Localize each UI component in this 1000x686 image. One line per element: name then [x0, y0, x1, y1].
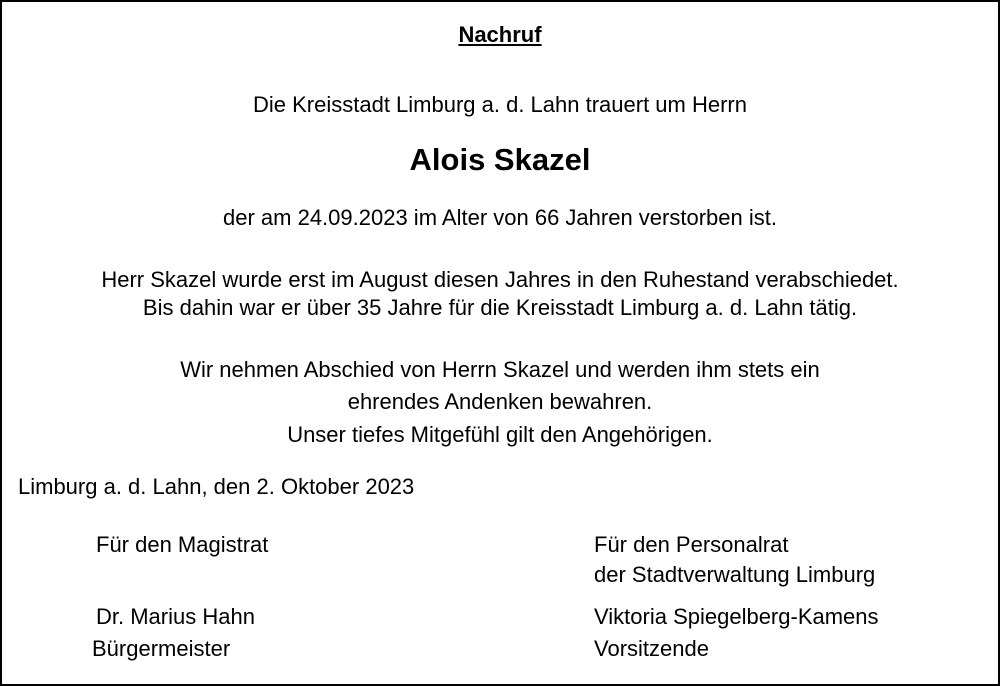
place-date: Limburg a. d. Lahn, den 2. Oktober 2023 — [18, 474, 415, 499]
left-signatory-title: Bürgermeister — [92, 636, 231, 661]
condolence-line: Unser tiefes Mitgefühl gilt den Angehörigen. — [287, 422, 713, 447]
farewell-line-2: ehrendes Andenken bewahren. — [347, 389, 653, 414]
farewell-line-1: Wir nehmen Abschied von Herrn Skazel und werden ihm stets ein — [180, 357, 820, 382]
right-signatory-name: Viktoria Spiegelberg-Kamens — [594, 604, 879, 629]
retirement-line: Herr Skazel wurde erst im August diesen Jahres in den Ruhestand verabschiedet. — [101, 267, 899, 292]
death-line: der am 24.09.2023 im Alter von 66 Jahren verstorben ist. — [223, 205, 777, 230]
right-for-line-2: der Stadtverwaltung Limburg — [594, 562, 876, 587]
deceased-name: Alois Skazel — [409, 142, 591, 177]
right-for-line-1: Für den Personalrat — [594, 532, 789, 557]
notice-heading: Nachruf — [458, 22, 542, 47]
left-for-line: Für den Magistrat — [96, 532, 269, 557]
intro-line: Die Kreisstadt Limburg a. d. Lahn trauert um Herrn — [252, 92, 747, 117]
left-signatory-name: Dr. Marius Hahn — [96, 604, 255, 629]
service-line: Bis dahin war er über 35 Jahre für die Kreisstadt Limburg a. d. Lahn tätig. — [142, 295, 858, 320]
right-signatory-title: Vorsitzende — [594, 636, 709, 661]
